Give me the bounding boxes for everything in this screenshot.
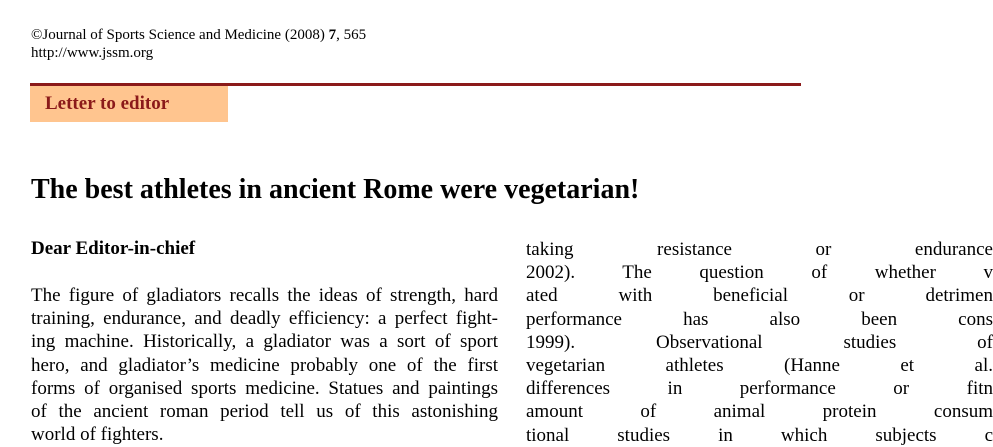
body-line: vegetarian athletes (Hanne et al. xyxy=(526,355,993,377)
volume-number: 7 xyxy=(328,27,337,43)
right-column xyxy=(526,238,993,447)
body-line: world of fighters. xyxy=(31,424,164,446)
article-title: The best athletes in ancient Rome were vegetarian! xyxy=(31,174,640,205)
journal-url[interactable]: http://www.jssm.org xyxy=(31,45,154,61)
journal-header xyxy=(31,26,366,62)
body-line: ated with beneficial or detrimen xyxy=(526,285,993,307)
body-line: training, endurance, and deadly efficiency: a perfect fight- xyxy=(31,308,498,330)
body-line: 1999). Observational studies of xyxy=(526,331,993,353)
body-line: performance has also been cons xyxy=(526,308,993,330)
body-line: The figure of gladiators recalls the ideas of strength, hard xyxy=(31,285,498,306)
body-line: 2002). The question of whether v xyxy=(526,262,993,284)
journal-citation xyxy=(31,26,366,44)
left-column xyxy=(31,284,498,446)
body-line: hero, and gladiator’s medicine probably one of the first xyxy=(31,354,498,376)
body-line: taking resistance or endurance xyxy=(526,239,993,260)
body-line: forms of organised sports medicine. Statues and paintings xyxy=(31,377,498,399)
body-line: tional studies in which subjects c xyxy=(526,424,993,446)
citation-prefix: ©Journal of Sports Science and Medicine (2008) xyxy=(31,27,329,43)
body-line: of the ancient roman period tell us of this astonishing xyxy=(31,401,498,423)
body-line: differences in performance or fitn xyxy=(526,378,993,400)
body-line: ing machine. Historically, a gladiator was a sort of sport xyxy=(31,331,498,353)
section-tag: Letter to editor xyxy=(30,86,228,122)
salutation: Dear Editor-in-chief xyxy=(31,238,196,259)
page-number: , 565 xyxy=(336,27,367,43)
body-line: amount of animal protein consum xyxy=(526,401,993,423)
